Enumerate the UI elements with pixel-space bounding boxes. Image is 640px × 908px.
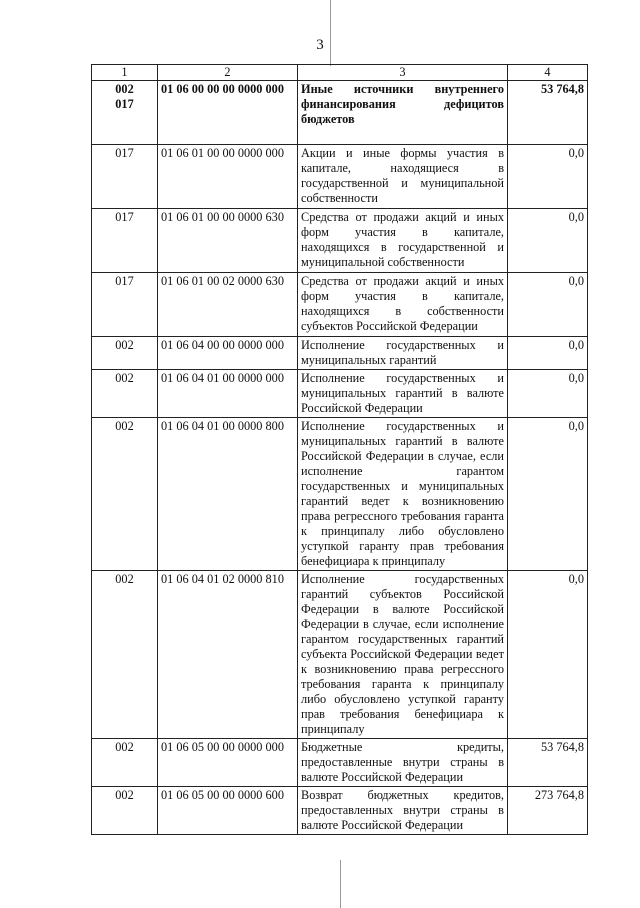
- admin-code-cell: 002: [92, 418, 158, 571]
- amount-cell: 0,0: [508, 418, 588, 571]
- admin-code-cell: 017: [92, 209, 158, 273]
- table-row: [92, 337, 588, 370]
- table-row: [92, 418, 588, 571]
- admin-code-cell: 002: [92, 787, 158, 835]
- budget-code-cell: 01 06 04 00 00 0000 000: [158, 337, 298, 370]
- budget-code-cell: 01 06 05 00 00 0000 000: [158, 739, 298, 787]
- admin-code-cell: 002: [92, 739, 158, 787]
- budget-sources-table: [91, 64, 588, 835]
- column-header-code: 2: [158, 65, 298, 81]
- source-name-cell: Возврат бюджетных кредитов, предоставленных внутри страны в валюте Российской Федерации: [298, 787, 508, 835]
- table-body: [92, 81, 588, 835]
- column-header-name: 3: [298, 65, 508, 81]
- table-row: [92, 571, 588, 739]
- amount-cell: 0,0: [508, 273, 588, 337]
- table-row: [92, 209, 588, 273]
- source-name-cell: Исполнение государственных и муниципальных гарантий: [298, 337, 508, 370]
- budget-code-cell: 01 06 04 01 02 0000 810: [158, 571, 298, 739]
- table-row: [92, 370, 588, 418]
- amount-cell: 0,0: [508, 145, 588, 209]
- budget-code-cell: 01 06 00 00 00 0000 000: [158, 81, 298, 145]
- table-row: [92, 787, 588, 835]
- admin-code-cell: 002 017: [92, 81, 158, 145]
- table-row: [92, 145, 588, 209]
- source-name-cell: Средства от продажи акций и иных форм участия в капитале, находящихся в собственности субъектов Российской Федерации: [298, 273, 508, 337]
- budget-code-cell: 01 06 01 00 02 0000 630: [158, 273, 298, 337]
- budget-code-cell: 01 06 04 01 00 0000 800: [158, 418, 298, 571]
- column-header-admin: 1: [92, 65, 158, 81]
- source-name-cell: Исполнение государственных и муниципальных гарантий в валюте Российской Федерации: [298, 370, 508, 418]
- table-header-row: [92, 65, 588, 81]
- source-name-cell: Средства от продажи акций и иных форм участия в капитале, находящихся в государственной и муниципальной собственности: [298, 209, 508, 273]
- admin-code-cell: 002: [92, 370, 158, 418]
- amount-cell: 0,0: [508, 209, 588, 273]
- amount-cell: 53 764,8: [508, 81, 588, 145]
- column-header-amount: 4: [508, 65, 588, 81]
- source-name-cell: Бюджетные кредиты, предоставленные внутри страны в валюте Российской Федерации: [298, 739, 508, 787]
- admin-code-cell: 002: [92, 337, 158, 370]
- fold-line-top: [330, 0, 331, 66]
- table-row: [92, 739, 588, 787]
- budget-code-cell: 01 06 04 01 00 0000 000: [158, 370, 298, 418]
- amount-cell: 53 764,8: [508, 739, 588, 787]
- amount-cell: 0,0: [508, 337, 588, 370]
- admin-code-cell: 002: [92, 571, 158, 739]
- table-row: [92, 273, 588, 337]
- source-name-cell: Иные источники внутреннего финансирования дефицитов бюджетов: [298, 81, 508, 145]
- page-number: 3: [316, 37, 324, 53]
- budget-code-cell: 01 06 01 00 00 0000 630: [158, 209, 298, 273]
- budget-code-cell: 01 06 01 00 00 0000 000: [158, 145, 298, 209]
- source-name-cell: Исполнение государственных и муниципальных гарантий в валюте Российской Федерации в случае, если исполнение гарантом государственных и муниципальных гарантий ведет к возникновению права регрессного требования гаранта к принципалу либо обусловлено уступкой гаранту прав требования бенефициара к принципалу: [298, 418, 508, 571]
- source-name-cell: Акции и иные формы участия в капитале, находящиеся в государственной и муниципальной собственности: [298, 145, 508, 209]
- amount-cell: 0,0: [508, 571, 588, 739]
- admin-code-cell: 017: [92, 273, 158, 337]
- fold-line-bottom: [340, 860, 341, 908]
- admin-code-cell: 017: [92, 145, 158, 209]
- amount-cell: 0,0: [508, 370, 588, 418]
- amount-cell: 273 764,8: [508, 787, 588, 835]
- source-name-cell: Исполнение государственных гарантий субъектов Российской Федерации в валюте Российской Федерации в случае, если исполнение гарантом государственных гарантий субъекта Российской Федерации ведет к возникновению права регрессного требования гаранта к принципалу либо обусловлено уступкой гаранту прав требования бенефициара к принципалу: [298, 571, 508, 739]
- budget-code-cell: 01 06 05 00 00 0000 600: [158, 787, 298, 835]
- table-row: [92, 81, 588, 145]
